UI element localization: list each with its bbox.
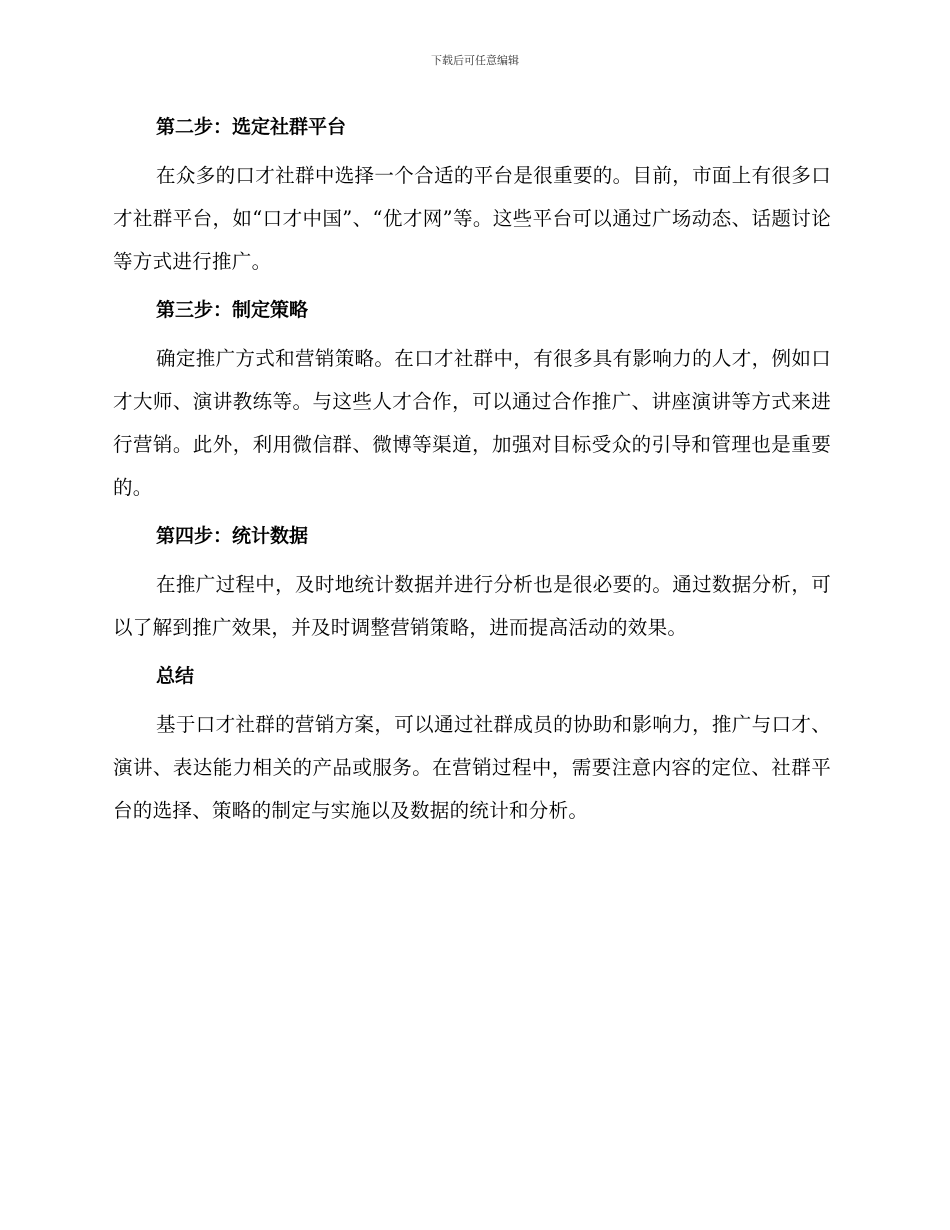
section-paragraph-step-two: 在众多的口才社群中选择一个合适的平台是很重要的。目前，市面上有很多口才社群平台，如“口才中国”、“优才网”等。这些平台可以通过广场动态、话题讨论等方式进行推广。 [113,164,831,273]
section-heading-summary: 总结 [156,665,195,687]
section-paragraph-step-four: 在推广过程中，及时地统计数据并进行分析也是很必要的。通过数据分析，可以了解到推广效果，并及时调整营销策略，进而提高活动的效果。 [113,573,831,639]
page-header-note: 下载后可任意编辑 [431,54,519,67]
section-paragraph-step-three: 确定推广方式和营销策略。在口才社群中，有很多具有影响力的人才，例如口才大师、演讲教练等。与这些人才合作，可以通过合作推广、讲座演讲等方式来进行营销。此外，利用微信群、微博等渠道，加强对目标受众的引导和管理也是重要的。 [113,347,831,499]
section-heading-step-three: 第三步：制定策略 [156,299,309,321]
section-paragraph-summary: 基于口才社群的营销方案，可以通过社群成员的协助和影响力，推广与口才、演讲、表达能力相关的产品或服务。在营销过程中，需要注意内容的定位、社群平台的选择、策略的制定与实施以及数据的统计和分析。 [113,713,831,822]
section-heading-step-four: 第四步：统计数据 [156,525,309,547]
section-heading-step-two: 第二步：选定社群平台 [156,116,347,138]
document-body [113,108,831,840]
